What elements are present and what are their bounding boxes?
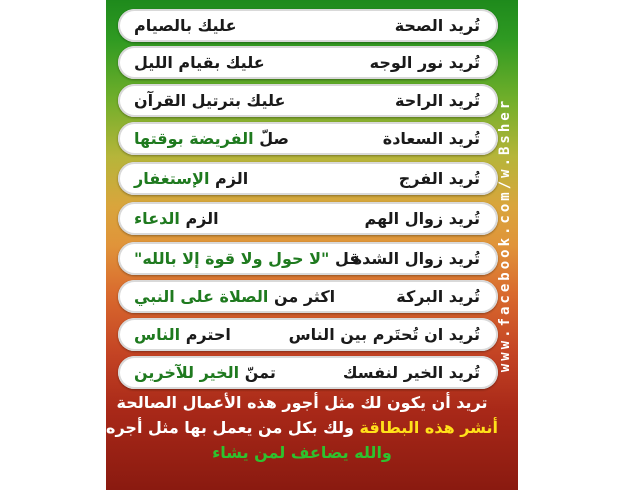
advice-row bbox=[118, 122, 498, 155]
row-question: تُريد نور الوجه bbox=[369, 53, 480, 72]
row-answer bbox=[134, 325, 231, 344]
advice-row bbox=[118, 280, 498, 313]
footer-share-highlight: أنشر هذه البطاقة bbox=[359, 418, 498, 437]
answer-text: عليك بالصيام bbox=[134, 16, 237, 35]
advice-row bbox=[118, 242, 498, 275]
footer-line-2-rest: ولك بكل من يعمل بها مثل أجره bbox=[106, 418, 354, 437]
row-question: تُريد الفرج bbox=[398, 169, 480, 188]
row-answer bbox=[134, 287, 335, 306]
row-question: تُريد السعادة bbox=[382, 129, 480, 148]
row-answer bbox=[134, 209, 219, 228]
answer-text: الزم bbox=[215, 169, 249, 188]
answer-highlight: الخير للآخرين bbox=[134, 363, 240, 382]
answer-text: عليك بقيام الليل bbox=[134, 53, 265, 72]
answer-highlight: الإستغفار bbox=[134, 169, 210, 188]
row-question: تُريد زوال الشدة bbox=[352, 249, 480, 268]
answer-highlight: الدعاء bbox=[134, 209, 180, 228]
side-url-text: www.facebook.com/w.Bsher bbox=[497, 97, 514, 373]
advice-row bbox=[118, 356, 498, 389]
answer-highlight: الناس bbox=[134, 325, 181, 344]
answer-highlight: "لا حول ولا قوة إلا بالله" bbox=[134, 249, 330, 268]
advice-row bbox=[118, 9, 498, 42]
row-answer bbox=[134, 169, 248, 188]
row-answer bbox=[134, 363, 276, 382]
answer-text: صلّ bbox=[259, 129, 289, 148]
row-answer bbox=[134, 91, 285, 110]
answer-text: تمنّ bbox=[244, 363, 276, 382]
row-question: تُريد الصحة bbox=[394, 16, 480, 35]
answer-text: الزم bbox=[185, 209, 219, 228]
row-answer bbox=[134, 53, 265, 72]
answer-text: احترم bbox=[185, 325, 231, 344]
advice-row bbox=[118, 46, 498, 79]
row-question: تُريد زوال الهم bbox=[364, 209, 480, 228]
side-url-watermark bbox=[494, 0, 516, 470]
answer-highlight: الصلاة على النبي bbox=[134, 287, 269, 306]
footer-line-2 bbox=[106, 415, 498, 440]
answer-text: عليك بترتيل القرآن bbox=[134, 91, 286, 110]
answer-text: قل bbox=[334, 249, 360, 268]
row-answer bbox=[134, 249, 360, 268]
footer-line-1: تريد أن يكون لك مثل أجور هذه الأعمال الصالحة bbox=[116, 393, 488, 412]
footer-message bbox=[106, 390, 498, 465]
row-question: تُريد ان تُحتَرم بين الناس bbox=[288, 325, 480, 344]
advice-row bbox=[118, 84, 498, 117]
advice-row bbox=[118, 202, 498, 235]
row-question: تُريد الراحة bbox=[395, 91, 480, 110]
answer-highlight: الفريضة بوقتها bbox=[134, 129, 254, 148]
row-answer bbox=[134, 16, 237, 35]
footer-line-3: والله يضاعف لمن يشاء bbox=[212, 443, 392, 462]
advice-row bbox=[118, 318, 498, 351]
row-question: تُريد الخير لنفسك bbox=[342, 363, 480, 382]
row-answer bbox=[134, 129, 289, 148]
answer-text: اكثر من bbox=[273, 287, 336, 306]
row-question: تُريد البركة bbox=[396, 287, 480, 306]
card-background bbox=[106, 0, 518, 490]
advice-row bbox=[118, 162, 498, 195]
